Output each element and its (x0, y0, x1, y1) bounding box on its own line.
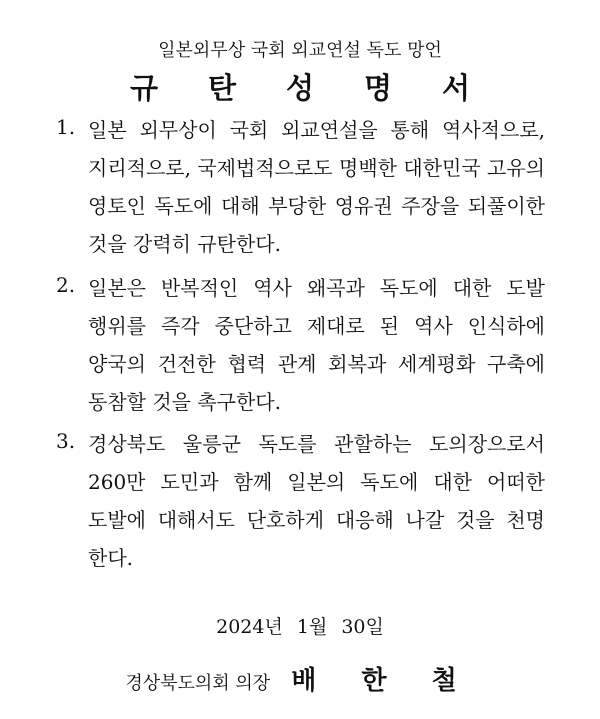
title-char: 명 (363, 71, 392, 105)
item-line: 일본 외무상이 국회 외교연설을 통해 역사적으로, (88, 118, 545, 142)
signature-block (0, 660, 600, 697)
title-char: 서 (441, 71, 470, 105)
title-char: 성 (285, 71, 314, 105)
signer-name: 배 한 철 (291, 666, 475, 696)
item-line: 양국의 건전한 협력 관계 회복과 세계평화 구축에 (88, 352, 545, 376)
item-number: 1. (56, 115, 76, 139)
item-number: 2. (56, 273, 76, 297)
item-line: 도발에 대해서도 단호하게 대응해 나갈 것을 천명 (88, 508, 545, 532)
item-line: 일본은 반복적인 역사 왜곡과 독도에 대한 도발 (88, 276, 545, 300)
item-line: 260만 도민과 함께 일본의 독도에 대한 어떠한 (88, 470, 545, 494)
document-title (130, 66, 470, 107)
title-char: 규 (130, 71, 159, 105)
item-line: 영토인 독도에 대해 부당한 영유권 주장을 되풀이한 (88, 194, 545, 218)
signer-role: 경상북도의회 의장 (125, 673, 271, 694)
item-line: 경상북도 울릉군 독도를 관할하는 도의장으로서 (88, 432, 545, 456)
item-line: 한다. (88, 546, 133, 570)
item-line: 것을 강력히 규탄한다. (88, 232, 281, 256)
item-line: 동참할 것을 촉구한다. (88, 390, 281, 414)
document-date: 2024년 1월 30일 (216, 616, 384, 638)
item-line: 지리적으로, 국제법적으로도 명백한 대한민국 고유의 (88, 156, 545, 180)
title-char: 탄 (207, 71, 236, 105)
item-line: 행위를 즉각 중단하고 제대로 된 역사 인식하에 (88, 314, 545, 338)
item-number: 3. (56, 429, 76, 453)
document-subtitle: 일본외무상 국회 외교연설 독도 망언 (158, 40, 442, 61)
